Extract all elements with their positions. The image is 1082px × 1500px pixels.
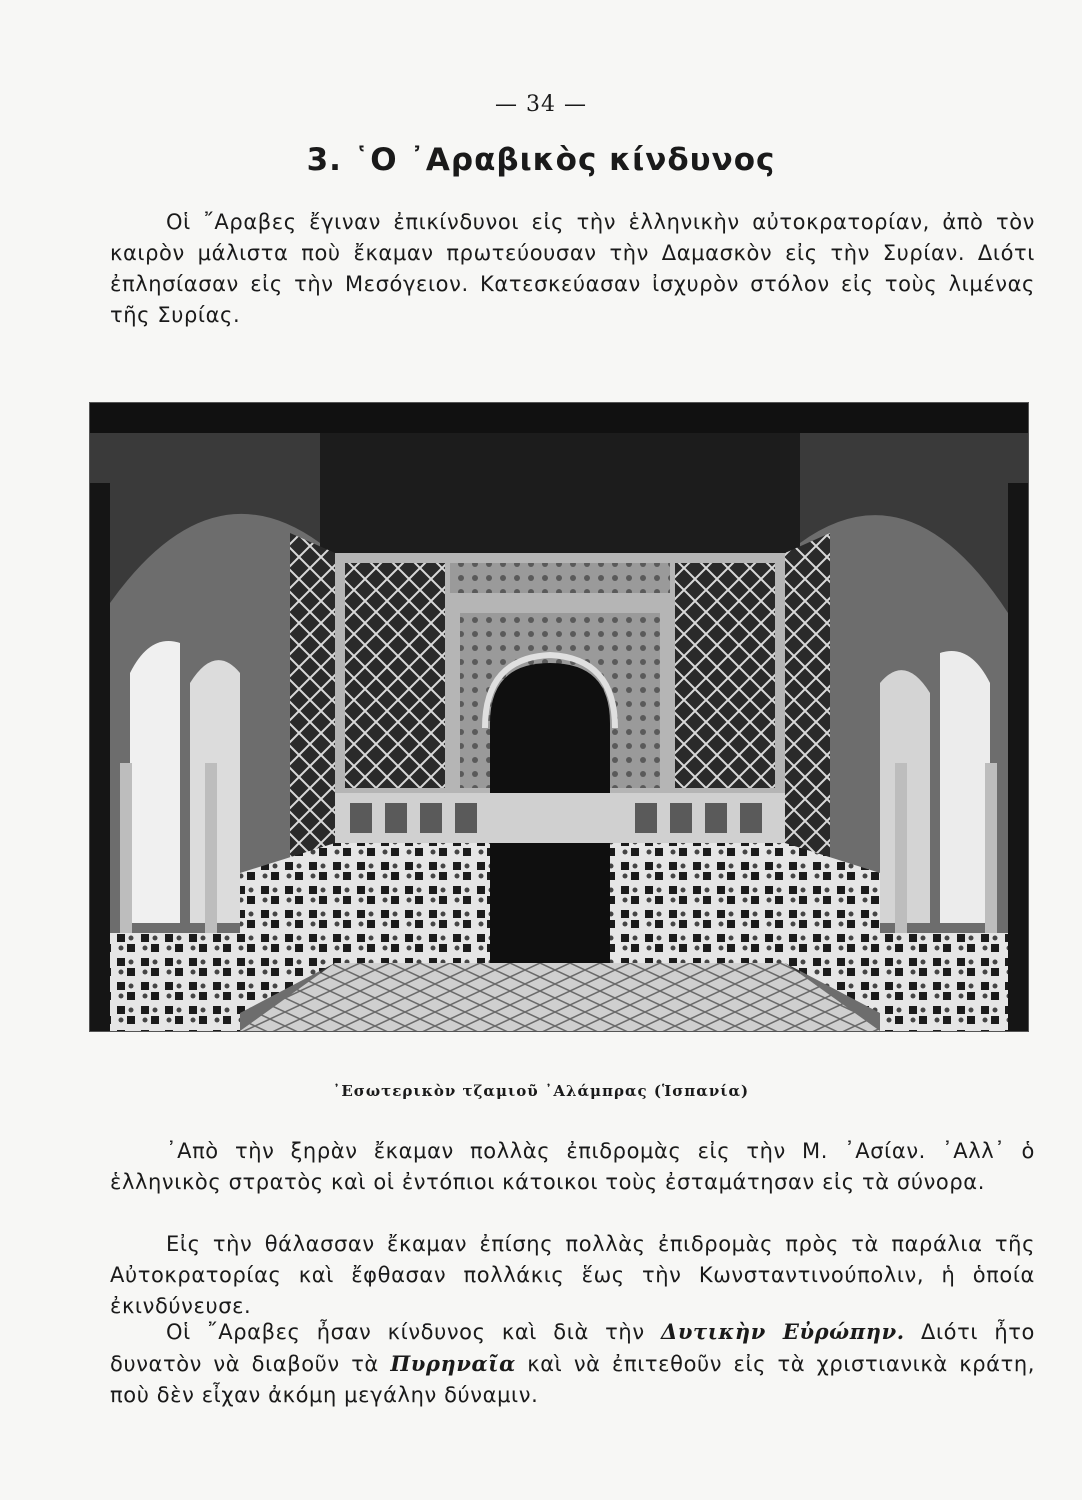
- figure-caption: ᾿Εσωτερικὸν τζαμιοῦ ᾿Αλάμπρας (Ἱσπανία): [332, 1082, 750, 1100]
- paragraph-land-raids: ᾿Απὸ τὴν ξηρὰν ἔκαμαν πολλὰς ἐπιδρομὰς εἰς τὴν Μ. ᾿Ασίαν. ᾿Αλλ᾿ ὁ ἑλληνικὸς στρατὸς καὶ οἱ ἐντόπιοι κάτοικοι τοὺς ἐσταμάτησαν εἰς τὰ σύνορα.: [110, 1139, 1035, 1194]
- alhambra-photo: [89, 402, 1029, 1032]
- p3-emph-pyrenees: Πυρηναῖα: [390, 1351, 516, 1376]
- p3-emph-western-europe: Δυτικὴν Εὐρώπην.: [660, 1319, 905, 1344]
- p3-text-3: καὶ νὰ ἐπιτεθοῦν εἰς τὰ χριστιανικὰ κράτη, ποὺ δὲν εἶχαν ἀκόμη μεγάλην δύναμιν.: [110, 1352, 1035, 1407]
- p3-text-1: Οἱ ῎Αραβες ἦσαν κίνδυνος καὶ διὰ τὴν: [166, 1320, 661, 1344]
- page-number: — 34 —: [495, 92, 587, 117]
- photo-illustration: [90, 403, 1028, 1031]
- paragraph-western-europe: [110, 1316, 1035, 1411]
- intro-paragraph: Οἱ ῎Αραβες ἔγιναν ἐπικίνδυνοι εἰς τὴν ἑλληνικὴν αὐτοκρατορίαν, ἀπὸ τὸν καιρὸν μάλιστα ποὺ ἔκαμαν πρωτεύουσαν τὴν Δαμασκὸν εἰς τὴν Συρίαν. Διότι ἐπλησίασαν εἰς τὴν Μεσόγειον. Κατεσκεύασαν ἰσχυρὸν στόλον εἰς τοὺς λιμένας τῆς Συρίας.: [110, 210, 1035, 327]
- chapter-title: 3. ῾Ο ᾿Αραβικὸς κίνδυνος: [306, 142, 776, 178]
- p3-text-2: Διότι ἦτο δυνατὸν νὰ διαβοῦν τὰ: [110, 1320, 1035, 1376]
- paragraph-sea-raids: Εἰς τὴν θάλασσαν ἔκαμαν ἐπίσης πολλὰς ἐπιδρομὰς πρὸς τὰ παράλια τῆς Αὐτοκρατορίας καὶ ἔφθασαν πολλάκις ἕως τὴν Κωνσταντινούπολιν, ἡ ὁποία ἐκινδύνευσε.: [110, 1232, 1035, 1318]
